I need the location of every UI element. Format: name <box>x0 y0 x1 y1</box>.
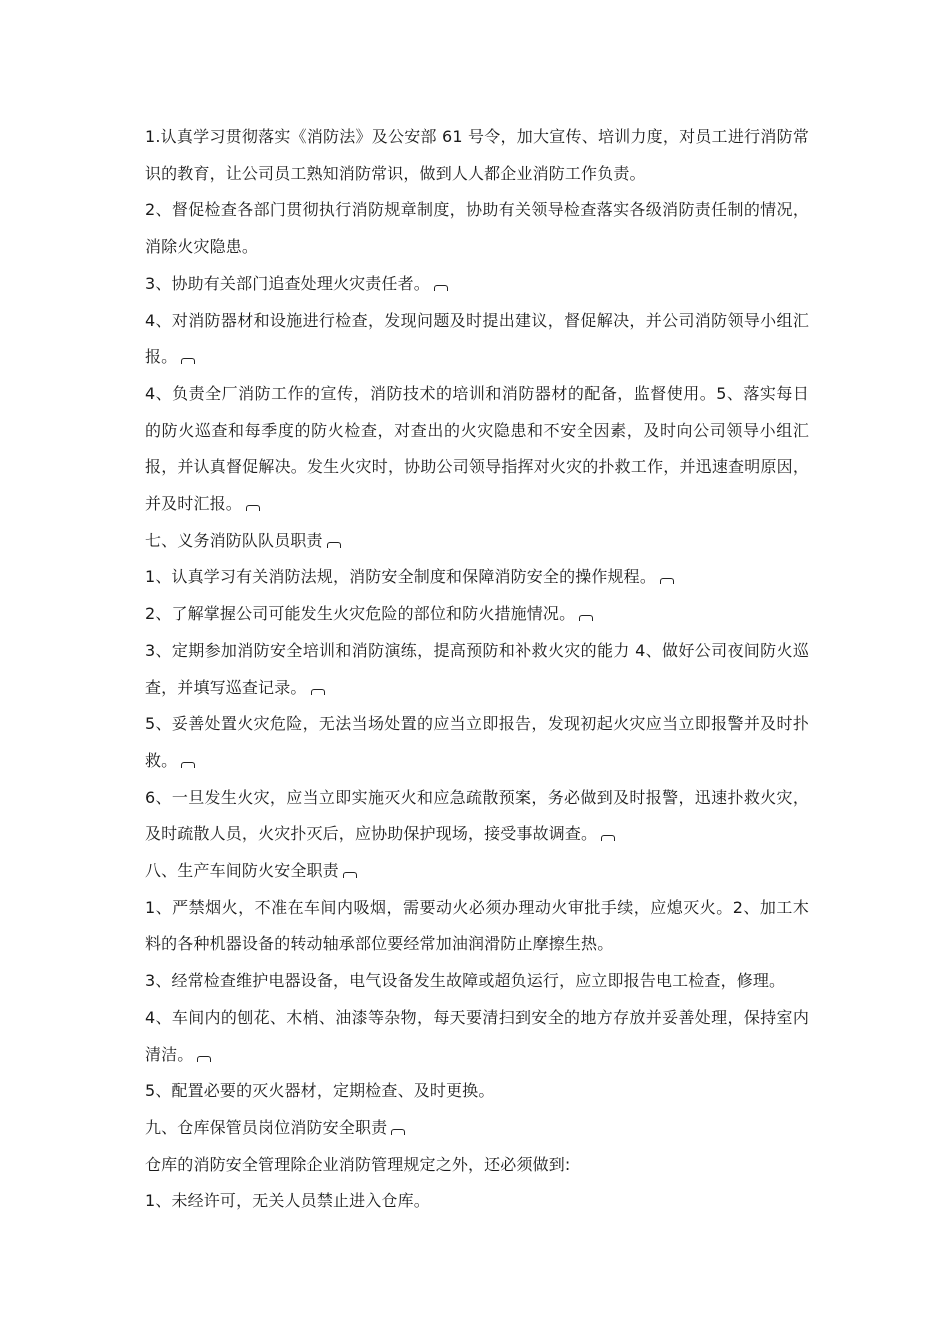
paragraph <box>145 963 809 1000</box>
paragraph-mark-icon <box>181 762 195 768</box>
paragraph-text: 2、督促检查各部门贯彻执行消防规章制度，协助有关领导检查落实各级消防责任制的情况，消除火灾隐患。 <box>145 200 809 257</box>
paragraph-text: 1、认真学习有关消防法规，消防安全制度和保障消防安全的操作规程。 <box>145 567 656 587</box>
paragraph-text: 七、义务消防队队员职责 <box>145 530 323 550</box>
paragraph-mark-icon <box>197 1056 211 1062</box>
paragraph-text: 4、对消防器材和设施进行检查，发现问题及时提出建议，督促解决，并公司消防领导小组汇报。 <box>145 310 809 367</box>
paragraph <box>145 1110 809 1147</box>
paragraph-text: 5、配置必要的灭火器材，定期检查、及时更换。 <box>145 1081 495 1101</box>
paragraph-mark-icon <box>246 505 260 511</box>
document-body <box>145 119 809 1220</box>
paragraph-text: 3、经常检查维护电器设备，电气设备发生故障或超负运行，应立即报告电工检查，修理。 <box>145 971 786 991</box>
paragraph <box>145 890 809 963</box>
paragraph-text: 1、严禁烟火，不准在车间内吸烟，需要动火必须办理动火审批手续，应熄灭火。2、加工木料的各种机器设备的转动轴承部位要经常加油润滑防止摩擦生热。 <box>145 897 809 954</box>
paragraph-text: 6、一旦发生火灾，应当立即实施灭火和应急疏散预案，务必做到及时报警，迅速扑救火灾，及时疏散人员，火灾扑灭后，应协助保护现场，接受事故调查。 <box>145 787 809 844</box>
paragraph <box>145 1000 809 1073</box>
paragraph <box>145 523 809 560</box>
paragraph-mark-icon <box>343 872 357 878</box>
paragraph <box>145 780 809 853</box>
paragraph <box>145 559 809 596</box>
paragraph-mark-icon <box>181 358 195 364</box>
paragraph <box>145 192 809 265</box>
paragraph <box>145 706 809 779</box>
paragraph <box>145 376 809 523</box>
paragraph-mark-icon <box>579 615 593 621</box>
paragraph <box>145 303 809 376</box>
paragraph-text: 2、了解掌握公司可能发生火灾危险的部位和防火措施情况。 <box>145 604 576 624</box>
paragraph-mark-icon <box>327 542 341 548</box>
paragraph-mark-icon <box>434 285 448 291</box>
paragraph <box>145 1073 809 1110</box>
paragraph-text: 4、负责全厂消防工作的宣传，消防技术的培训和消防器材的配备，监督使用。5、落实每日的防火巡查和每季度的防火检查，对查出的火灾隐患和不安全因素，及时向公司领导小组汇报，并认真督促解决。发生火灾时，协助公司领导指挥对火灾的扑救工作，并迅速查明原因，并及时汇报。 <box>145 383 809 514</box>
paragraph-text: 仓库的消防安全管理除企业消防管理规定之外，还必须做到: <box>145 1154 571 1174</box>
paragraph <box>145 596 809 633</box>
paragraph <box>145 633 809 706</box>
paragraph-text: 1.认真学习贯彻落实《消防法》及公安部 61 号令，加大宣传、培训力度，对员工进行消防常识的教育，让公司员工熟知消防常识，做到人人都企业消防工作负责。 <box>145 127 809 183</box>
paragraph-text: 4、车间内的刨花、木梢、油漆等杂物，每天要清扫到安全的地方存放并妥善处理，保持室内清洁。 <box>145 1007 809 1064</box>
paragraph-text: 3、协助有关部门追查处理火灾责任者。 <box>145 273 430 293</box>
paragraph <box>145 1183 809 1220</box>
paragraph-mark-icon <box>601 835 615 841</box>
paragraph <box>145 266 809 303</box>
paragraph-text: 九、仓库保管员岗位消防安全职责 <box>145 1117 388 1137</box>
paragraph-text: 八、生产车间防火安全职责 <box>145 861 339 881</box>
paragraph <box>145 1147 809 1184</box>
paragraph-text: 5、妥善处置火灾危险，无法当场处置的应当立即报告，发现初起火灾应当立即报警并及时扑救。 <box>145 714 809 770</box>
paragraph-mark-icon <box>660 578 674 584</box>
paragraph <box>145 119 809 192</box>
paragraph-mark-icon <box>391 1129 405 1135</box>
paragraph-text: 3、定期参加消防安全培训和消防演练，提高预防和补救火灾的能力 4、做好公司夜间防火巡查，并填写巡查记录。 <box>145 640 809 697</box>
paragraph <box>145 853 809 890</box>
paragraph-mark-icon <box>311 689 325 695</box>
paragraph-text: 1、未经许可，无关人员禁止进入仓库。 <box>145 1191 430 1211</box>
